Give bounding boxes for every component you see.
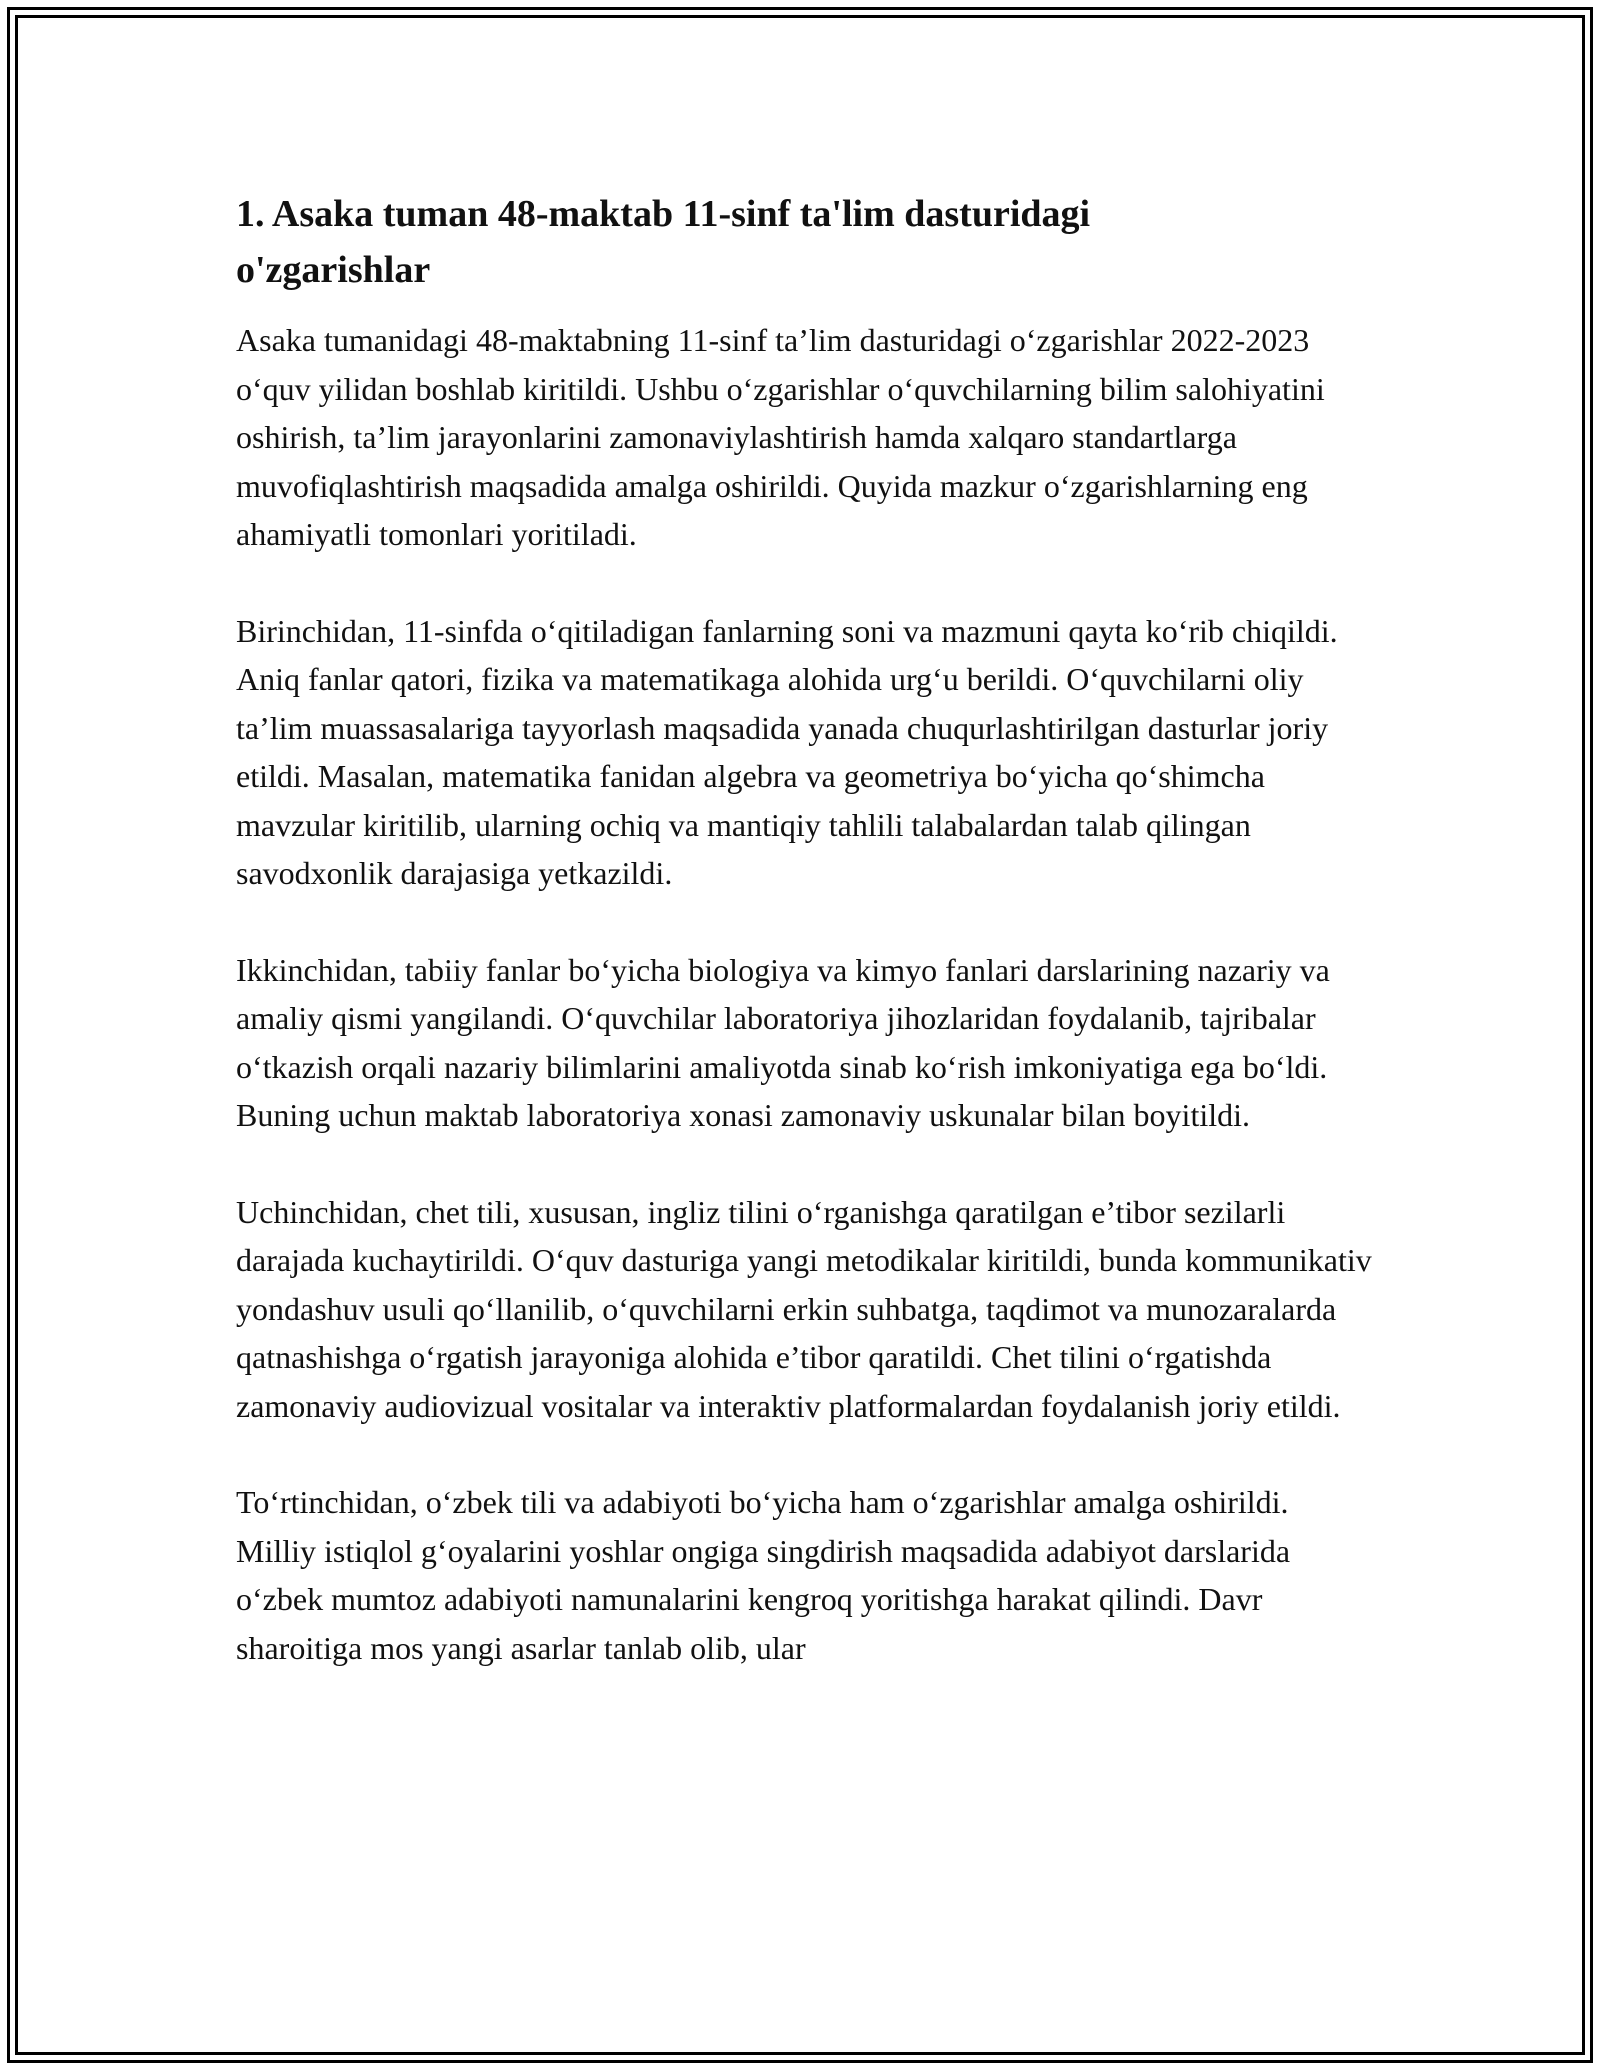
document-body xyxy=(236,186,1376,1720)
paragraph-intro: Asaka tumanidagi 48-maktabning 11-sinf ta’lim dasturidagi o‘zgarishlar 2022-2023 o‘quv yilidan boshlab kiritildi. Ushbu o‘zgarishlar o‘quvchilarning bilim salohiyatini oshirish, ta’lim jarayonlarini zamonaviylashtirish hamda xalqaro standartlarga muvofiqlashtirish maqsadida amalga oshirildi. Quyida mazkur o‘zgarishlarning eng ahamiyatli tomonlari yoritiladi. xyxy=(236,322,1325,552)
paragraph-second: Ikkinchidan, tabiiy fanlar bo‘yicha biologiya va kimyo fanlari darslarining nazariy va amaliy qismi yangilandi. O‘quvchilar laboratoriya jihozlaridan foydalanib, tajribalar o‘tkazish orqali nazariy bilimlarini amaliyotda sinab ko‘rish imkoniyatiga ega bo‘ldi. Buning uchun maktab laboratoriya xonasi zamonaviy uskunalar bilan boyitildi. xyxy=(236,951,1330,1133)
paragraph-first: Birinchidan, 11-sinfda o‘qitiladigan fanlarning soni va mazmuni qayta ko‘rib chiqildi. Aniq fanlar qatori, fizika va matematikaga alohida urg‘u berildi. O‘quvchilarni oliy ta’lim muassasalariga tayyorlash maqsadida yanada chuqurlashtirilgan dasturlar joriy etildi. Masalan, matematika fanidan algebra va geometriya bo‘yicha qo‘shimcha mavzular kiritilib, ularning ochiq va mantiqiy tahlili talabalardan talab qilingan savodxonlik darajasiga yetkazildi. xyxy=(236,612,1338,891)
paragraph-third: Uchinchidan, chet tili, xususan, ingliz tilini o‘rganishga qaratilgan e’tibor sezilarli darajada kuchaytirildi. O‘quv dasturiga yangi metodikalar kiritildi, bunda kommunikativ yondashuv usuli qo‘llanilib, o‘quvchilarni erkin suhbatga, taqdimot va munozaralarda qatnashishga o‘rgatish jarayoniga alohida e’tibor qaratildi. Chet tilini o‘rgatishda zamonaviy audiovizual vositalar va interaktiv platformalardan foydalanish joriy etildi. xyxy=(236,1193,1372,1424)
section-heading: 1. Asaka tuman 48-maktab 11-sinf ta'lim dasturidagi o'zgarishlar xyxy=(236,193,1091,291)
paragraph-fourth: To‘rtinchidan, o‘zbek tili va adabiyoti bo‘yicha ham o‘zgarishlar amalga oshirildi. Milliy istiqlol g‘oyalarini yoshlar ongiga singdirish maqsadida adabiyot darslarida o‘zbek mumtoz adabiyoti namunalarini kengroq yoritishga harakat qilindi. Davr sharoitiga mos yangi asarlar tanlab olib, ular xyxy=(236,1484,1291,1666)
